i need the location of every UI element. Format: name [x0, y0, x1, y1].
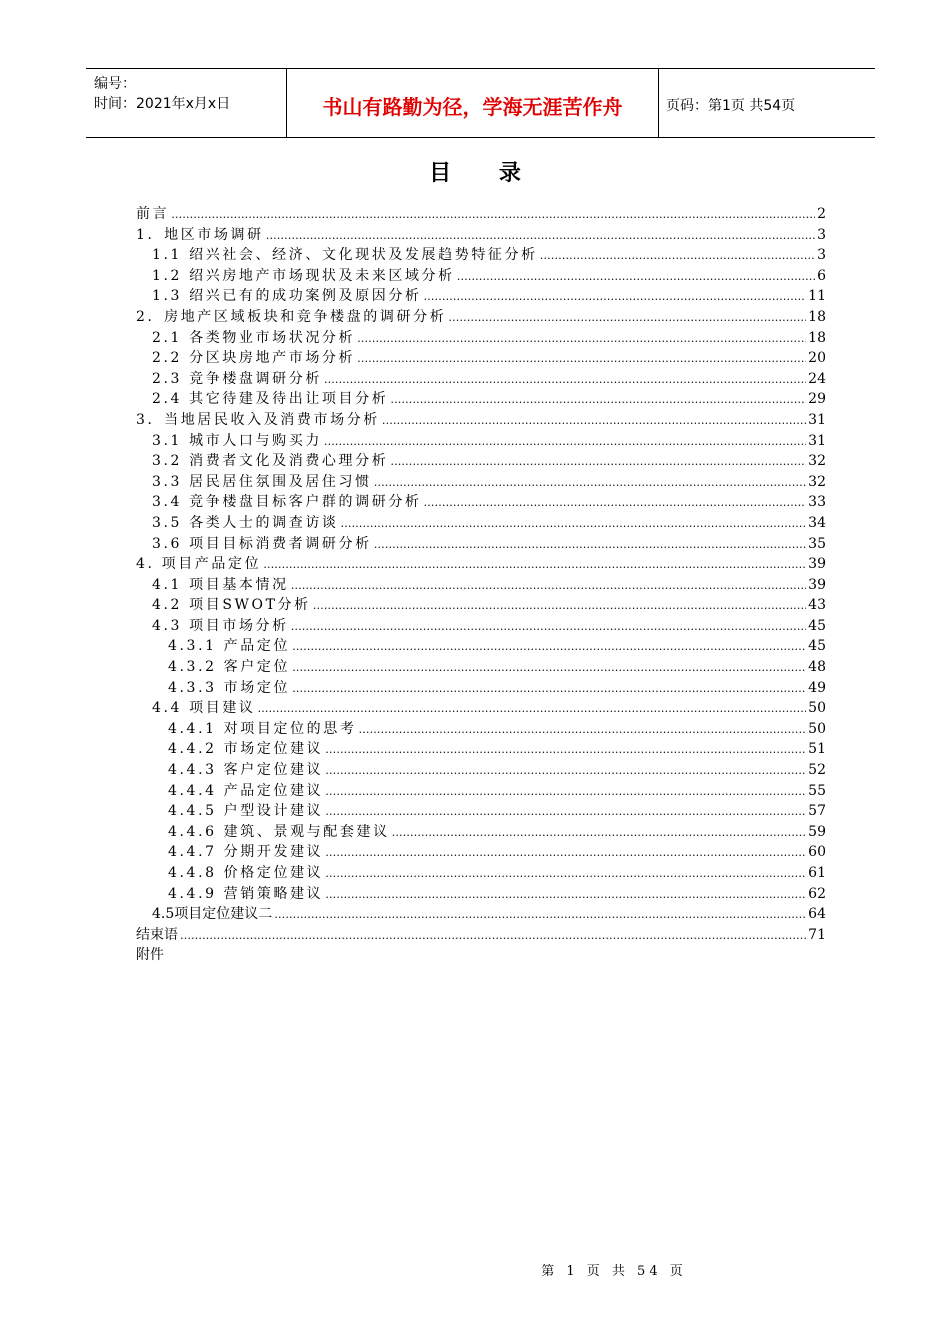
toc-entry-label: 结束语: [136, 926, 178, 943]
serial-label: 编号：: [94, 76, 136, 92]
toc-entry-page: 61: [808, 865, 826, 881]
toc-entry[interactable]: [136, 554, 826, 575]
toc-entry-label: 4.4 项目建议: [152, 700, 256, 717]
toc-leader-dots: [424, 287, 807, 308]
toc-leader-dots: [313, 596, 806, 617]
toc-entry-page: 43: [808, 597, 826, 614]
toc-entry-page: 31: [808, 411, 826, 428]
toc-leader-dots: [358, 720, 806, 741]
toc-entry[interactable]: [136, 575, 826, 596]
toc-leader-dots: [291, 617, 806, 638]
toc-entry-page: 20: [808, 350, 826, 367]
table-of-contents: [136, 204, 826, 966]
toc-entry-page: 52: [808, 762, 826, 779]
toc-entry-label: 4.2 项目SWOT分析: [152, 597, 311, 614]
toc-entry-label: 4. 项目产品定位: [136, 556, 262, 573]
toc-entry[interactable]: [136, 636, 826, 657]
toc-entry[interactable]: [136, 369, 826, 390]
date-line: 时间：2021年x月x日: [94, 96, 231, 112]
toc-entry-label: 3.5 各类人士的调查访谈: [152, 514, 339, 531]
toc-entry-page: 32: [808, 453, 826, 470]
toc-entry-page: 57: [808, 803, 826, 820]
toc-entry[interactable]: [136, 245, 826, 266]
toc-leader-dots: [540, 246, 815, 267]
toc-entry-page: 51: [808, 741, 826, 758]
toc-leader-dots: [357, 349, 806, 370]
toc-leader-dots: [424, 493, 807, 514]
toc-entry-page: 45: [808, 638, 826, 655]
toc-entry-page: 50: [808, 720, 826, 737]
toc-entry-page: 35: [808, 535, 826, 552]
toc-leader-dots: [374, 535, 806, 556]
toc-entry-page: 29: [808, 391, 826, 408]
toc-leader-dots: [390, 452, 806, 473]
toc-leader-dots: [357, 329, 806, 350]
toc-leader-dots: [263, 555, 806, 576]
toc-entry-label: 2.2 分区块房地产市场分析: [152, 350, 356, 367]
toc-leader-dots: [292, 679, 806, 700]
toc-entry-page: 18: [808, 308, 826, 325]
toc-entry-page: 39: [808, 556, 826, 573]
toc-entry-page: 32: [808, 473, 826, 490]
toc-entry[interactable]: [136, 389, 826, 410]
toc-leader-dots: [325, 885, 806, 906]
toc-entry-label: 1.1 绍兴社会、经济、文化现状及发展趋势特征分析: [152, 247, 538, 264]
toc-entry-page: 6: [817, 267, 826, 284]
toc-entry-page: 60: [808, 844, 826, 861]
toc-leader-dots: [392, 823, 807, 844]
toc-leader-dots: [258, 699, 807, 720]
header-page-info: 页码：第1页 共54页: [666, 98, 796, 114]
toc-entry[interactable]: [136, 534, 826, 555]
toc-leader-dots: [325, 802, 806, 823]
header-meta: [86, 69, 286, 137]
toc-leader-dots: [171, 205, 815, 226]
toc-entry-page: 50: [808, 700, 826, 717]
toc-entry-label: 4.3.1 产品定位: [168, 638, 291, 655]
toc-entry-page: 31: [808, 432, 826, 449]
toc-entry[interactable]: [136, 595, 826, 616]
toc-entry-page: 48: [808, 659, 826, 676]
toc-entry-label: 1.2 绍兴房地产市场现状及未来区域分析: [152, 267, 455, 284]
toc-leader-dots: [292, 637, 806, 658]
toc-leader-dots: [325, 843, 806, 864]
toc-entry[interactable]: [136, 698, 826, 719]
toc-entry-label: 4.4.5 户型设计建议: [168, 803, 324, 820]
toc-leader-dots: [390, 390, 806, 411]
toc-entry[interactable]: [136, 739, 826, 760]
toc-entry-label: 3.6 项目目标消费者调研分析: [152, 535, 372, 552]
toc-entry-label: 2．房地产区域板块和竞争楼盘的调研分析: [136, 308, 447, 325]
toc-entry-page: 2: [817, 206, 826, 222]
toc-leader-dots: [180, 926, 806, 947]
toc-leader-dots: [291, 576, 806, 597]
toc-entry[interactable]: [136, 410, 826, 431]
toc-leader-dots: [325, 782, 806, 803]
toc-entry[interactable]: [136, 204, 826, 225]
toc-entry-label: 4.3.3 市场定位: [168, 679, 291, 696]
toc-entry-label: 4.5项目定位建议二: [152, 906, 273, 923]
toc-entry[interactable]: [136, 945, 826, 966]
toc-entry-label: 4.4.9 营销策略建议: [168, 885, 324, 902]
toc-entry[interactable]: [136, 431, 826, 452]
toc-entry-label: 4.4.1 对项目定位的思考: [168, 720, 357, 737]
toc-entry-label: 4.4.8 价格定位建议: [168, 865, 324, 881]
toc-entry[interactable]: [136, 842, 826, 863]
toc-entry[interactable]: [136, 925, 826, 946]
toc-entry-label: 2.3 竞争楼盘调研分析: [152, 370, 322, 387]
toc-entry-label: 3．当地居民收入及消费市场分析: [136, 411, 380, 428]
toc-leader-dots: [292, 658, 806, 679]
page-footer: 第 1 页 共 54 页: [541, 1264, 687, 1279]
toc-entry-label: 3.4 竞争楼盘目标客户群的调研分析: [152, 494, 422, 511]
toc-leader-dots: [341, 514, 807, 535]
header-motto: 书山有路勤为径，学海无涯苦作舟: [322, 94, 623, 119]
toc-entry-label: 3.2 消费者文化及消费心理分析: [152, 453, 389, 470]
toc-entry[interactable]: [136, 307, 826, 328]
toc-entry-label: 2.4 其它待建及待出让项目分析: [152, 391, 389, 408]
toc-leader-dots: [457, 267, 815, 288]
toc-entry[interactable]: [136, 451, 826, 472]
toc-leader-dots: [325, 864, 806, 885]
header-divider: [658, 69, 659, 137]
toc-leader-dots: [274, 905, 806, 926]
toc-leader-dots: [374, 473, 806, 494]
toc-entry-page: 34: [808, 514, 826, 531]
toc-entry-page: 11: [808, 288, 826, 305]
toc-entry[interactable]: [136, 348, 826, 369]
toc-entry-label: 前言: [136, 206, 170, 222]
toc-entry[interactable]: [136, 472, 826, 493]
toc-entry-label: 1．地区市场调研: [136, 226, 264, 243]
toc-entry-label: 附件: [136, 947, 164, 964]
toc-entry-page: 59: [808, 823, 826, 840]
toc-entry[interactable]: [136, 616, 826, 637]
toc-title: 目 录: [429, 161, 541, 186]
toc-entry-page: 45: [808, 617, 826, 634]
toc-entry[interactable]: [136, 225, 826, 246]
toc-entry-label: 1.3 绍兴已有的成功案例及原因分析: [152, 288, 422, 305]
toc-entry-label: 4.3.2 客户定位: [168, 659, 291, 676]
toc-entry-label: 2.1 各类物业市场状况分析: [152, 329, 356, 346]
toc-entry[interactable]: [136, 657, 826, 678]
toc-entry-label: 4.3 项目市场分析: [152, 617, 289, 634]
toc-entry-page: 64: [808, 906, 826, 923]
toc-entry[interactable]: [136, 286, 826, 307]
toc-entry[interactable]: [136, 904, 826, 925]
toc-entry[interactable]: [136, 801, 826, 822]
toc-entry-label: 4.4.4 产品定位建议: [168, 782, 324, 799]
toc-entry[interactable]: [136, 781, 826, 802]
toc-leader-dots: [382, 411, 806, 432]
toc-entry-page: 3: [817, 226, 826, 243]
toc-entry-page: 18: [808, 329, 826, 346]
toc-entry[interactable]: [136, 266, 826, 287]
toc-leader-dots: [325, 740, 806, 761]
toc-entry-page: 33: [808, 494, 826, 511]
toc-leader-dots: [448, 308, 806, 329]
toc-entry-page: 24: [808, 370, 826, 387]
toc-entry[interactable]: [136, 863, 826, 884]
toc-entry[interactable]: [136, 678, 826, 699]
toc-entry[interactable]: [136, 822, 826, 843]
toc-entry-page: 62: [808, 885, 826, 902]
toc-entry-label: 4.4.6 建筑、景观与配套建议: [168, 823, 390, 840]
toc-entry[interactable]: [136, 719, 826, 740]
toc-entry[interactable]: [136, 760, 826, 781]
toc-entry-page: 55: [808, 782, 826, 799]
toc-entry-label: 4.4.3 客户定位建议: [168, 762, 324, 779]
toc-entry-label: 3.3 居民居住氛围及居住习惯: [152, 473, 372, 490]
toc-entry-label: 4.4.2 市场定位建议: [168, 741, 324, 758]
toc-leader-dots: [325, 761, 806, 782]
toc-entry-label: 4.4.7 分期开发建议: [168, 844, 324, 861]
toc-entry-page: 3: [817, 247, 826, 264]
toc-leader-dots: [266, 226, 815, 247]
toc-leader-dots: [324, 432, 806, 453]
toc-entry[interactable]: [136, 492, 826, 513]
toc-entry-page: 71: [808, 926, 826, 943]
toc-entry[interactable]: [136, 328, 826, 349]
toc-leader-dots: [324, 370, 806, 391]
page-header: [86, 68, 875, 138]
toc-entry-label: 3.1 城市人口与购买力: [152, 432, 322, 449]
toc-entry-page: 49: [808, 679, 826, 696]
toc-entry-page: 39: [808, 576, 826, 593]
toc-entry[interactable]: [136, 513, 826, 534]
toc-entry-label: 4.1 项目基本情况: [152, 576, 289, 593]
toc-entry[interactable]: [136, 884, 826, 905]
